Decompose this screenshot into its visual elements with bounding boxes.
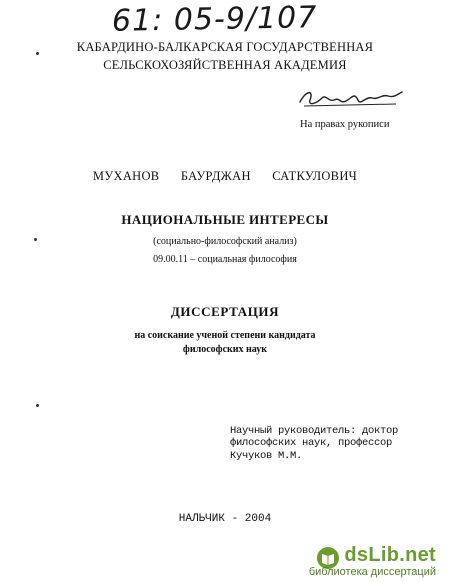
degree-line-1: на соискание ученой степени кандидата bbox=[134, 330, 316, 341]
scan-speck bbox=[34, 238, 37, 241]
institution-line-1: КАБАРДИНО-БАЛКАРСКАЯ ГОСУДАРСТВЕННАЯ bbox=[76, 40, 374, 54]
dissertation-title: НАЦИОНАЛЬНЫЕ ИНТЕРЕСЫ bbox=[121, 212, 329, 227]
dslib-tagline: библиотека диссертаций bbox=[308, 566, 436, 578]
supervisor-line-2: философских наук, профессор bbox=[230, 437, 393, 449]
scan-speck bbox=[36, 52, 39, 55]
dissertation-subtitle: (социально-философский анализ) bbox=[153, 236, 297, 247]
supervisor-line-1: Научный руководитель: доктор bbox=[230, 425, 399, 437]
scan-speck bbox=[36, 404, 39, 407]
degree-line-2: философских наук bbox=[182, 344, 268, 355]
document-type: ДИССЕРТАЦИЯ bbox=[170, 304, 280, 319]
author-name: МУХАНОВ БАУРДЖАН САТКУЛОВИЧ bbox=[92, 169, 358, 183]
signature bbox=[296, 84, 406, 114]
city-year: НАЛЬЧИК - 2004 bbox=[178, 513, 272, 525]
archive-number: 61: 05-9/107 bbox=[111, 0, 318, 39]
specialty-code: 09.00.11 – социальная философия bbox=[153, 254, 297, 265]
manuscript-rights: На правах рукописи bbox=[300, 119, 390, 130]
institution-line-2: СЕЛЬСКОХОЗЯЙСТВЕННАЯ АКАДЕМИЯ bbox=[103, 58, 347, 72]
supervisor-line-3: Кучуков М.М. bbox=[230, 450, 303, 462]
dslib-logo[interactable]: dsLib.net bbox=[344, 544, 436, 566]
